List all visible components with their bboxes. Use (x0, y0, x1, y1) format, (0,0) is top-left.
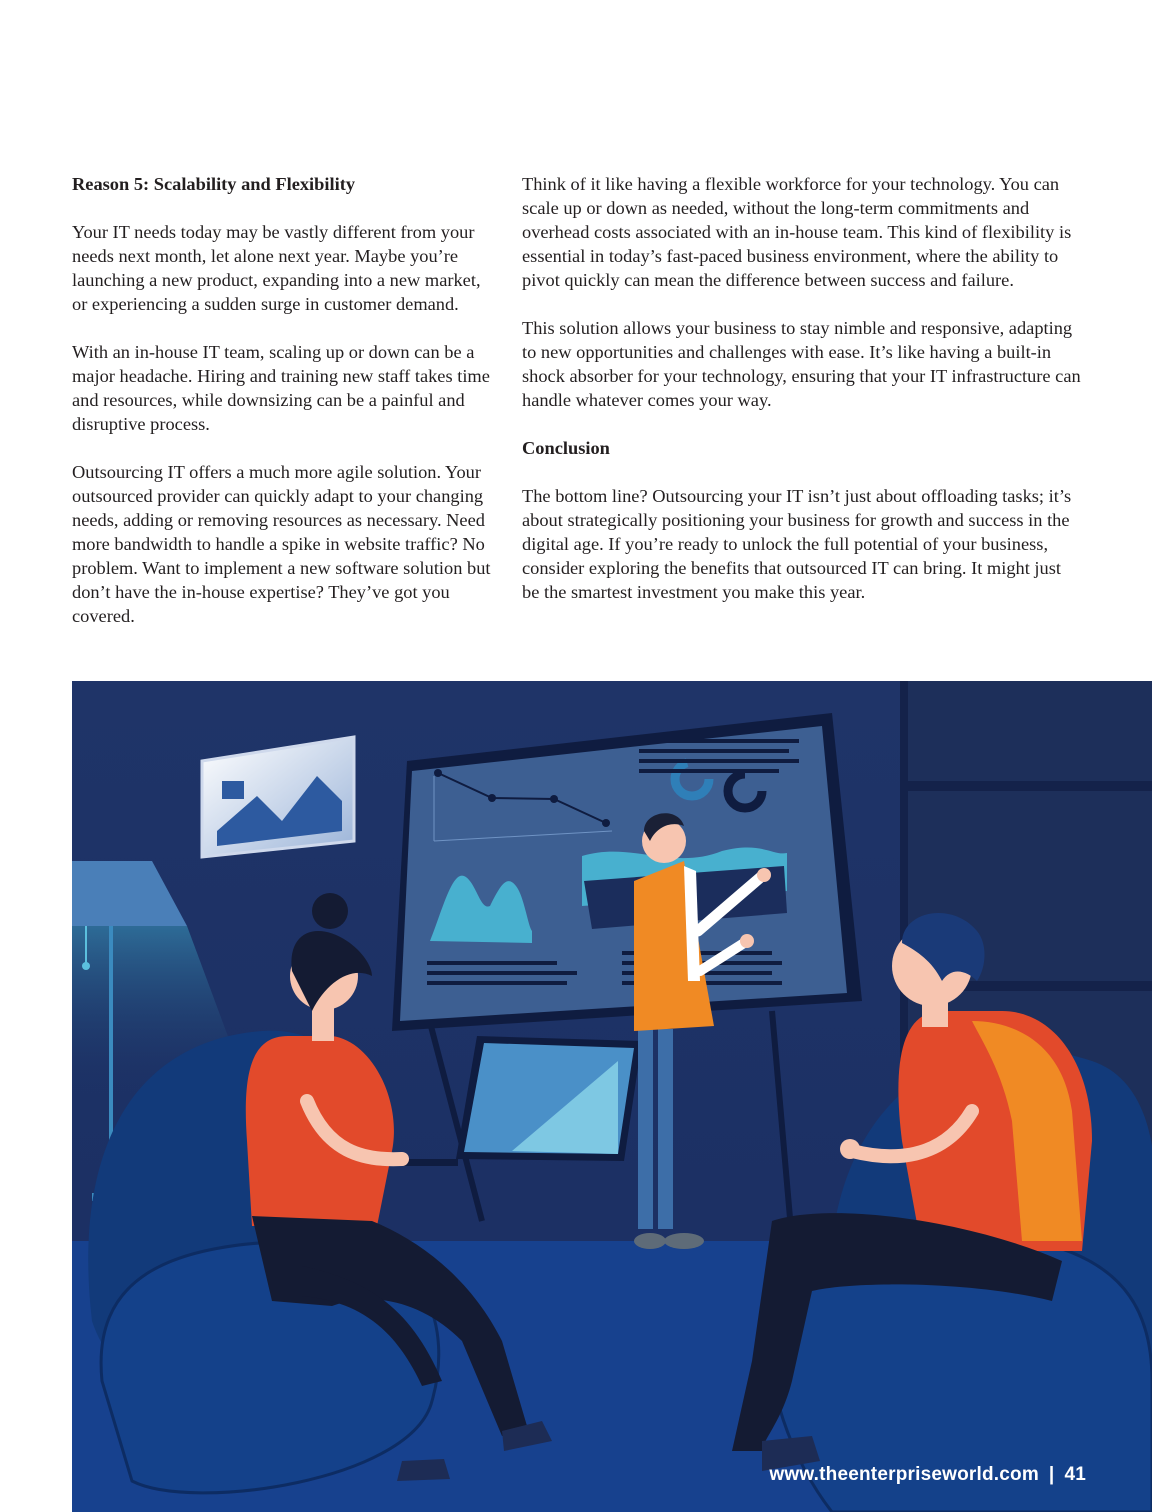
right-column (522, 172, 1082, 628)
paragraph: The bottom line? Outsourcing your IT isn’t just about offloading tasks; it’s about strategically positioning your business for growth and success in the digital age. If you’re ready to unlock the full potential of your business, consider exploring the benefits that outsourced IT can bring. It might just be the smartest investment you make this year. (522, 486, 1072, 602)
section-heading-conclusion: Conclusion (522, 438, 610, 458)
team-meeting-illustration (72, 681, 1152, 1512)
page-number: 41 (1064, 1464, 1086, 1485)
paragraph: Your IT needs today may be vastly different from your needs next month, let alone next year. Maybe you’re launching a new product, expanding into a new market, or experiencing a sudden surge in customer demand. (72, 222, 481, 314)
section-heading-reason-5: Reason 5: Scalability and Flexibility (72, 174, 356, 194)
illustration-svg (72, 681, 1152, 1512)
paragraph: With an in-house IT team, scaling up or down can be a major headache. Hiring and training new staff takes time and resources, while downsizing can be a painful and disruptive process. (72, 342, 490, 434)
paragraph: This solution allows your business to stay nimble and responsive, adapting to new opportunities and challenges with ease. It’s like having a built-in shock absorber for your technology, ensuring that your IT infrastructure can handle whatever comes your way. (522, 318, 1081, 410)
footer-separator: | (1048, 1464, 1055, 1485)
page-footer (769, 1464, 1086, 1486)
paragraph: Think of it like having a flexible workforce for your technology. You can scale up or down as needed, without the long-term commitments and overhead costs associated with an in-house team. This kind of flexibility is essential in today’s fast-paced business environment, where the ability to pivot quickly can mean the difference between success and failure. (522, 174, 1072, 290)
left-column (72, 172, 497, 652)
paragraph: Outsourcing IT offers a much more agile solution. Your outsourced provider can quickly adapt to your changing needs, adding or removing resources as necessary. Need more bandwidth to handle a spike in website traffic? No problem. Want to implement a new software solution but don’t have the in-house expertise? They’ve got you covered. (72, 462, 491, 626)
footer-website: www.theenterpriseworld.com (769, 1464, 1039, 1485)
